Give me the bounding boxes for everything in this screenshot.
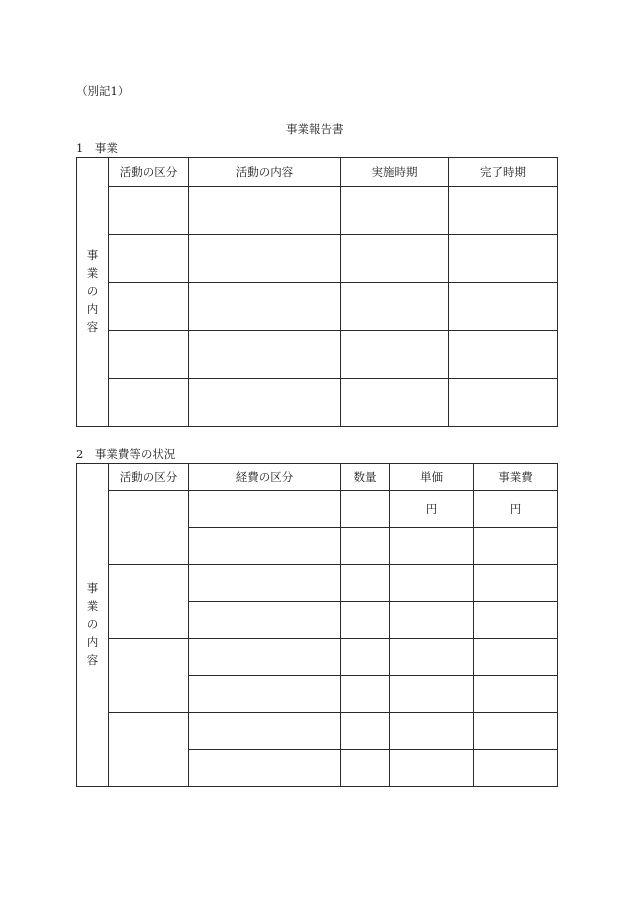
cell-input[interactable] (390, 713, 474, 750)
header-quantity: 数量 (341, 464, 390, 491)
side-char: 内 (86, 301, 99, 316)
cell-input[interactable] (189, 565, 341, 602)
cell-input[interactable] (474, 565, 558, 602)
cell-input[interactable] (189, 187, 341, 235)
cell-input[interactable] (390, 639, 474, 676)
cell-input[interactable] (449, 187, 558, 235)
section1-heading: 1 事業 (76, 141, 118, 155)
cell-input[interactable] (189, 713, 341, 750)
side-char: 容 (86, 319, 99, 334)
cell-input[interactable] (189, 602, 341, 639)
section2-side-label (77, 464, 109, 787)
cell-input[interactable] (474, 528, 558, 565)
cell-input[interactable] (109, 491, 189, 565)
cell-input[interactable] (390, 565, 474, 602)
cell-input[interactable] (109, 379, 189, 427)
cell-input[interactable] (341, 750, 390, 787)
cell-input[interactable] (449, 283, 558, 331)
cell-input[interactable] (109, 565, 189, 639)
cell-input[interactable] (341, 491, 390, 528)
cell-input[interactable] (189, 491, 341, 528)
cell-input[interactable] (341, 187, 449, 235)
expense-table (76, 463, 558, 787)
table-row (77, 331, 558, 379)
cell-input[interactable] (341, 331, 449, 379)
table-row (77, 713, 558, 750)
header-activity-category: 活動の区分 (109, 464, 189, 491)
cell-input[interactable] (474, 639, 558, 676)
cell-input[interactable] (449, 235, 558, 283)
side-char: の (86, 284, 99, 299)
cell-input[interactable] (109, 283, 189, 331)
cell-input[interactable] (341, 565, 390, 602)
cell-input[interactable] (189, 676, 341, 713)
section2-heading: 2 事業費等の状況 (76, 447, 176, 461)
cell-input[interactable] (189, 283, 341, 331)
section1-side-label (77, 158, 109, 427)
side-char: 容 (86, 652, 99, 667)
cell-input[interactable] (341, 283, 449, 331)
cell-input[interactable] (474, 602, 558, 639)
cell-input[interactable] (390, 602, 474, 639)
cell-input[interactable] (189, 528, 341, 565)
cell-input[interactable] (449, 379, 558, 427)
table-row (77, 639, 558, 676)
cell-input[interactable] (474, 750, 558, 787)
cell-input[interactable] (189, 379, 341, 427)
cell-input[interactable] (109, 187, 189, 235)
cell-input[interactable] (189, 750, 341, 787)
cell-input[interactable] (341, 713, 390, 750)
cell-input[interactable] (341, 235, 449, 283)
cell-input[interactable] (474, 713, 558, 750)
cell-input[interactable] (341, 676, 390, 713)
cell-input[interactable] (390, 676, 474, 713)
header-implementation-period: 実施時期 (341, 158, 449, 187)
side-char: の (86, 617, 99, 632)
cell-input[interactable] (109, 331, 189, 379)
cell-input[interactable] (474, 676, 558, 713)
table-row (77, 491, 558, 528)
document-title: 事業報告書 (286, 122, 344, 136)
table-row (77, 283, 558, 331)
cell-input[interactable] (109, 713, 189, 787)
cell-input[interactable] (341, 602, 390, 639)
table-row (77, 565, 558, 602)
header-completion-period: 完了時期 (449, 158, 558, 187)
cell-input[interactable] (390, 750, 474, 787)
cell-input[interactable] (189, 639, 341, 676)
cell-input[interactable] (341, 379, 449, 427)
cell-input[interactable] (189, 331, 341, 379)
header-activity-content: 活動の内容 (189, 158, 341, 187)
cell-input[interactable] (109, 235, 189, 283)
cell-input[interactable] (109, 639, 189, 713)
side-char: 内 (86, 634, 99, 649)
header-unit-price: 単価 (390, 464, 474, 491)
cost-yen: 円 (474, 491, 558, 528)
cell-input[interactable] (341, 639, 390, 676)
annex-label: （別記1） (76, 84, 130, 98)
side-char: 業 (86, 266, 99, 281)
side-char: 事 (86, 581, 99, 596)
cell-input[interactable] (341, 528, 390, 565)
header-project-cost: 事業費 (474, 464, 558, 491)
cell-input[interactable] (390, 528, 474, 565)
table-row (77, 235, 558, 283)
table-row (77, 187, 558, 235)
header-activity-category: 活動の区分 (109, 158, 189, 187)
header-expense-category: 経費の区分 (189, 464, 341, 491)
side-char: 業 (86, 599, 99, 614)
side-char: 事 (86, 248, 99, 263)
table-row (77, 379, 558, 427)
cell-input[interactable] (189, 235, 341, 283)
unit-price-yen: 円 (390, 491, 474, 528)
cell-input[interactable] (449, 331, 558, 379)
business-table (76, 157, 558, 427)
